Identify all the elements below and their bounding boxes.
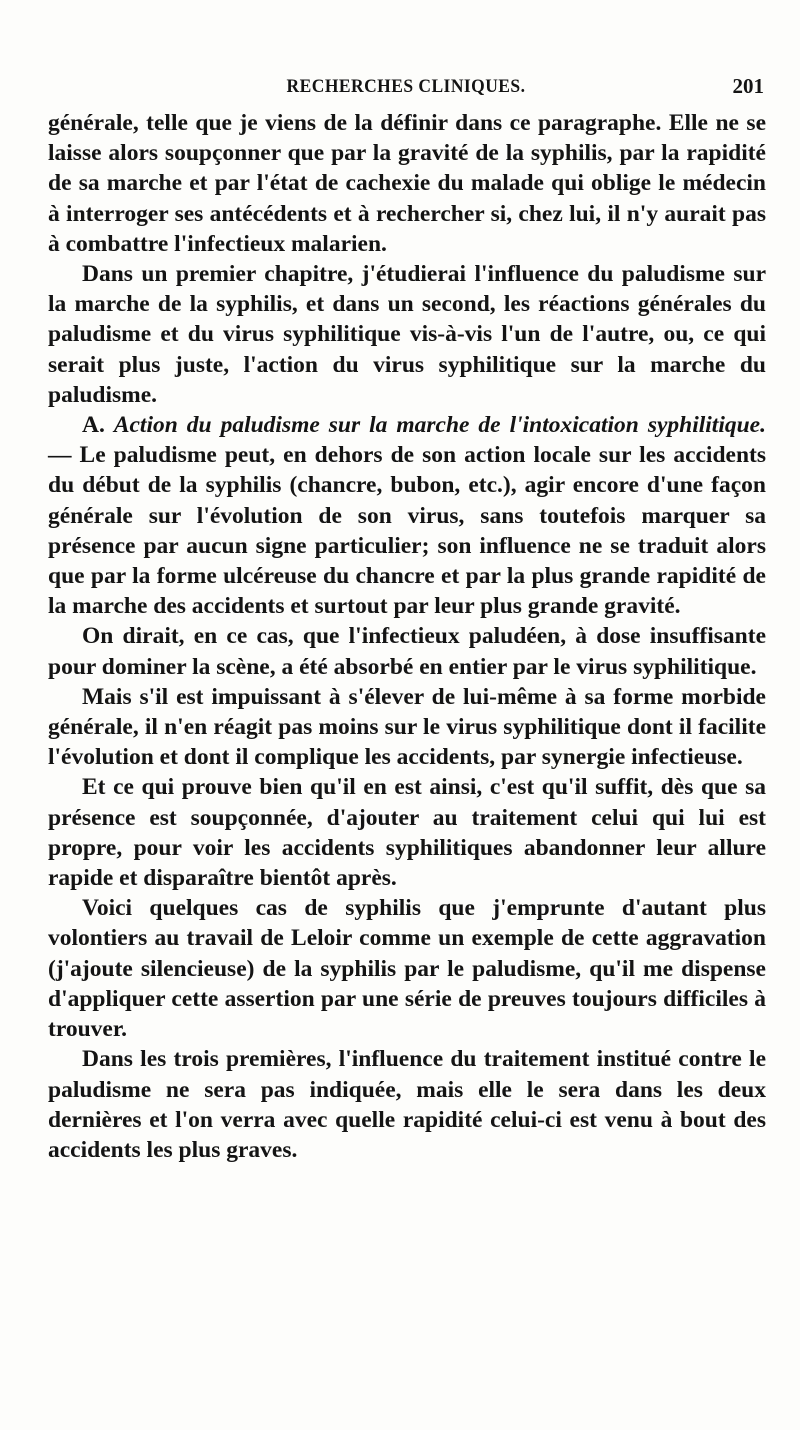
paragraph-6: Et ce qui prouve bien qu'il en est ainsi, c'est qu'il suffit, dès que sa présence est soupçonnée, d'ajouter au traitement celui qui lui est propre, pour voir les accidents syphilitiques abandonner leur allure rapide et disparaître bientôt après. <box>48 774 766 892</box>
paragraph-4: On dirait, en ce cas, que l'infectieux paludéen, à dose insuffisante pour dominer la scène, a été absorbé en entier par le virus syphilitique. <box>48 623 766 680</box>
paragraph-5: Mais s'il est impuissant à s'élever de lui-même à sa forme morbide générale, il n'en réagit pas moins sur le virus syphilitique dont il facilite l'évolution et dont il complique les accidents, par synergie infectieuse. <box>48 683 766 771</box>
page-number: 201 <box>732 74 764 98</box>
section-text: — Le paludisme peut, en dehors de son action locale sur les accidents du début de la syphilis (chancre, bubon, etc.), agir encore d'une façon générale sur l'évolution de son virus, sans toutefois marquer sa présence par aucun signe particulier; son influence ne se traduit alors que par la forme ulcéreuse du chancre et par la plus grande rapidité de la marche des accidents et surtout par leur plus grande gravité. <box>48 442 766 620</box>
section-letter: A. <box>82 412 114 439</box>
section-heading: Action du paludisme sur la marche de l'intoxication syphilitique. <box>113 412 766 439</box>
running-title: RECHERCHES CLINIQUES. <box>286 76 526 97</box>
paragraph-7: Voici quelques cas de syphilis que j'emprunte d'autant plus volontiers au travail de Leloir comme un exemple de cette aggravation (j'ajoute silencieuse) de la syphilis par le paludisme, qu'il me dispense d'appliquer cette assertion par une série de preuves toujours difficiles à trouver. <box>48 895 766 1043</box>
paragraph-8: Dans les trois premières, l'influence du traitement institué contre le paludisme ne sera pas indiquée, mais elle le sera dans les deux dernières et l'on verra avec quelle rapidité celui-ci est venu à bout des accidents les plus graves. <box>48 1046 766 1163</box>
running-head <box>48 76 764 106</box>
body-text <box>48 108 766 1165</box>
paragraph-1: générale, telle que je viens de la définir dans ce paragraphe. Elle ne se laisse alors soupçonner que par la gravité de la syphilis, par la rapidité de sa marche et par l'état de cachexie du malade qui oblige le médecin à interroger ses antécédents et à rechercher si, chez lui, il n'y aurait pas à combattre l'infectieux malarien. <box>48 110 766 257</box>
paragraph-2: Dans un premier chapitre, j'étudierai l'influence du paludisme sur la marche de la syphilis, et dans un second, les réactions générales du paludisme et du virus syphilitique vis-à-vis l'un de l'autre, ou, ce qui serait plus juste, l'action du virus syphilitique sur la marche du paludisme. <box>48 261 766 408</box>
paragraph-3-section-a <box>48 410 766 621</box>
